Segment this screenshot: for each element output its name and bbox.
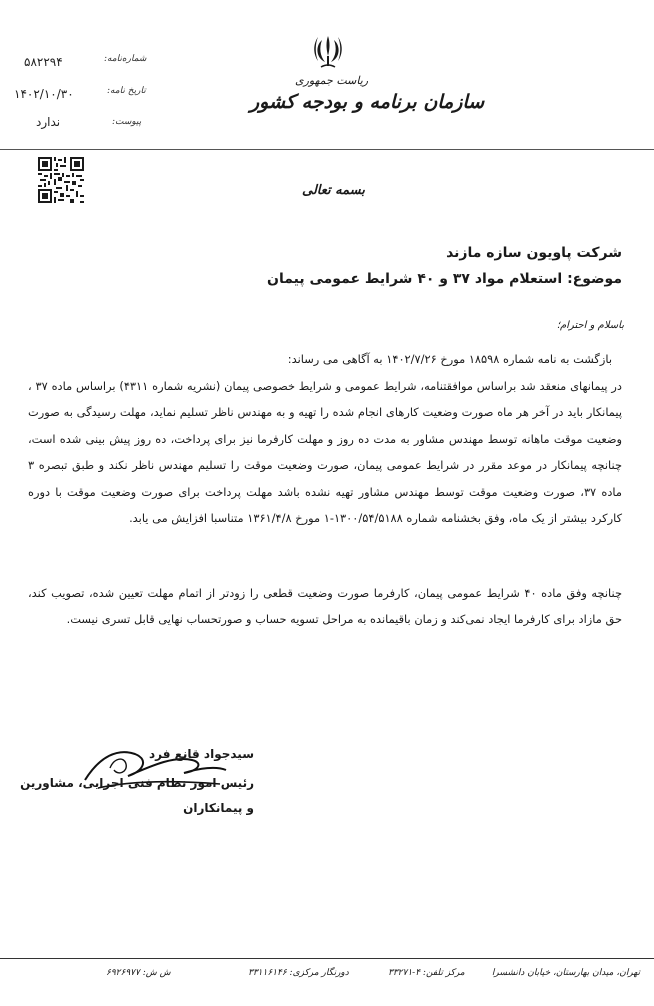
iran-emblem-icon xyxy=(311,34,345,70)
signatory-name: سیدجواد قانع فرد xyxy=(149,747,254,761)
footer-address: تهران، میدان بهارستان، خیابان دانشسرا xyxy=(491,968,640,978)
date-value: ۱۴۰۲/۱۰/۳۰ xyxy=(14,87,74,101)
body-paragraph-2: در پیمانهای منعقد شد براساس موافقتنامه، شرایط عمومی و شرایط خصوصی پیمان (نشریه شماره ۴۳۱۱) براساس ماده ۳۷ ، پیمانکار باید در آخر هر ماه صورت وضعیت کارهای انجام شده را تهیه و به مهندس ناظر تسلیم نماید، مهلت رسیدگی به صورت وضعیت موقت ماهانه توسط مهندس مشاور به مدت ده روز و مهلت کارفرما نیز برای پرداخت، ده روز پیش بینی شده است، چنانچه پیمانکار در موعد مقرر در شرایط عمومی پیمان، صورت وضعیت موقت را تسلیم مهندس ناظر نکند و طبق تبصره ۳ ماده ۳۷، صورت وضعیت موقت توسط مهندس مشاور تهیه نشده باشد مهلت پرداخت برای صورت وضعیت موقت با دوره کارکرد بیشتر از یک ماه، وفق بخشنامه شماره ۱۳۰۰/۵۴/۵۱۸۸-۱ مورخ ۱۳۶۱/۴/۸ متناسبا افزایش می یابد. xyxy=(28,379,622,526)
footer-ps: ش ش: ۶۹۲۶۹۷۷ xyxy=(106,968,171,978)
body-paragraph-1: بازگشت به نامه شماره ۱۸۵۹۸ مورخ ۱۴۰۲/۷/۲۶ به آگاهی می رساند: xyxy=(287,352,612,366)
footer-fax: دورنگار مرکزی: ۳۳۱۱۶۱۴۶ xyxy=(248,968,349,978)
org-main-name: سازمان برنامه و بودجه کشور xyxy=(250,91,485,113)
footer-switchboard: مرکز تلفن: ۴-۳۳۲۷۱ xyxy=(388,968,465,978)
recipient-line: شرکت پاویون سازه مازند xyxy=(446,245,622,261)
attachment-label: پیوست: xyxy=(112,117,142,127)
greeting: باسلام و احترام؛ xyxy=(556,320,624,331)
footer-divider xyxy=(0,958,654,959)
qr-code-icon xyxy=(38,157,84,203)
letter-number-label: شماره‌نامه: xyxy=(104,54,147,64)
date-label: تاریخ نامه: xyxy=(107,86,146,96)
subject-line: موضوع: استعلام مواد ۳۷ و ۴۰ شرایط عمومی پیمان xyxy=(267,271,622,287)
header-divider xyxy=(0,149,654,150)
signatory-title-line2: و پیمانکاران xyxy=(183,801,254,815)
signatory-title-line1: رئیس امور نظام فنی اجرایی، مشاورین xyxy=(20,776,254,790)
basmala: بسمه تعالی xyxy=(302,183,365,198)
body-paragraph-3: چنانچه وفق ماده ۴۰ شرایط عمومی پیمان، کارفرما صورت وضعیت قطعی را زودتر از اتمام مهلت تعیین شده، تصویب کند، حق مازاد برای کارفرما ایجاد نمی‌کند و زمان باقیمانده به مراحل تسویه حساب و صورتحساب نهایی قابل تسری نیست. xyxy=(28,586,623,627)
letter-number-value: ۵۸۲۲۹۴ xyxy=(24,55,63,69)
attachment-value: ندارد xyxy=(36,115,61,129)
org-top-line: ریاست جمهوری xyxy=(295,74,369,87)
